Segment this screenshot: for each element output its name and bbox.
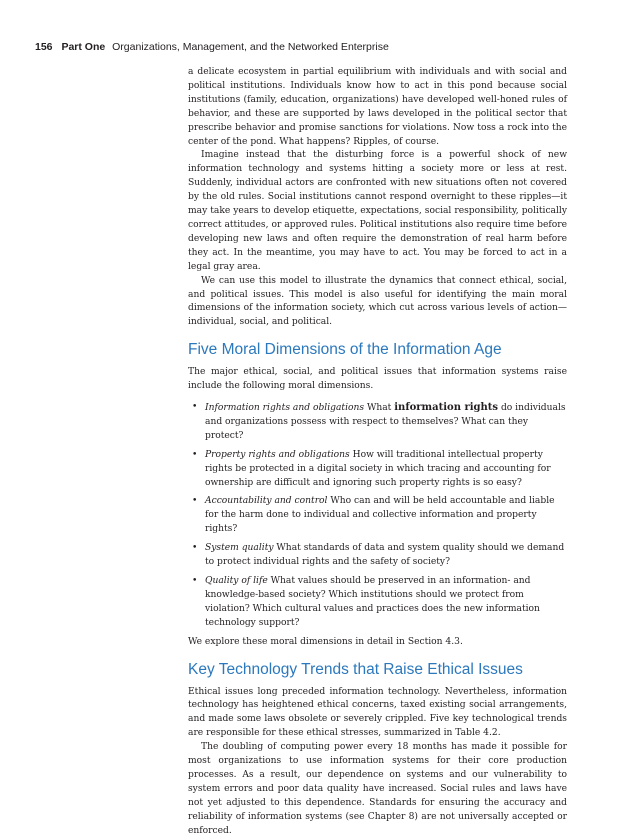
moral-dimensions-closing: We explore these moral dimensions in detail in Section 4.3. xyxy=(188,636,463,647)
technology-trends-paragraph-1: Ethical issues long preceded information technology. Nevertheless, information technology has heightened ethical concerns, taxed existing social arrangements, and made some laws obsolete or severely crippled. Five key technological trends are responsible for these ethical stresses, summarized in Table 4.2. xyxy=(188,686,567,739)
list-item xyxy=(192,575,567,631)
list-item xyxy=(192,542,567,570)
bullet-icon: • xyxy=(192,449,198,460)
bullet-icon: • xyxy=(192,496,198,507)
list-item xyxy=(192,449,567,491)
list-item-term: System quality xyxy=(205,543,274,554)
book-title: Organizations, Management, and the Networked Enterprise xyxy=(112,41,389,53)
list-item-text: do individuals and organizations possess with respect to themselves? What can they protect? xyxy=(205,403,566,441)
section-heading-moral-dimensions: Five Moral Dimensions of the Information Age xyxy=(188,341,502,359)
list-item-term: Quality of life xyxy=(205,576,268,586)
list-item-text: Who can and will be held accountable and liable for the harm done to individual and collective information and property rights? xyxy=(205,496,555,535)
list-item-text: What standards of data and system quality should we demand to protect individual rights and the safety of society? xyxy=(205,543,565,568)
technology-trends-paragraph-2: The doubling of computing power every 18 months has made it possible for most organizations to use information systems for their core production processes. As a result, our dependence on systems and our vulnerability to system errors and poor data quality have increased. Social rules and laws have not yet adjusted to this dependence. Standards for ensuring the accuracy and reliability of information systems (see Chapter 8) are not universally accepted or enforced. xyxy=(188,742,567,836)
bullet-icon: • xyxy=(192,402,198,413)
intro-paragraph-3: We can use this model to illustrate the dynamics that connect ethical, social, and political issues. This model is also useful for identifying the main moral dimensions of the information society, which cut across various levels of action—individual, social, and political. xyxy=(188,275,567,328)
list-item xyxy=(192,401,567,444)
list-item-text: What values should be preserved in an information- and knowledge-based society? Which institutions should we protect from violation? Which cultural values and practices does the new information technology support? xyxy=(205,576,540,628)
part-label: Part One xyxy=(61,41,106,53)
bullet-icon: • xyxy=(192,543,198,554)
page-body xyxy=(188,66,567,839)
list-item-term: Accountability and control xyxy=(205,496,328,507)
page-number: 156 xyxy=(35,41,53,53)
intro-paragraph-2: Imagine instead that the disturbing force is a powerful shock of new information technology and systems hitting a society more or less at rest. Suddenly, individual actors are confronted with new situations often not covered by the old rules. Social institutions cannot respond overnight to these ripples—it may take years to develop etiquette, expectations, social responsibility, politically correct attitudes, or approved rules. Political institutions also require time before developing new laws and often require the demonstration of real harm before they act. In the meantime, you may have to act. You may be forced to act in a legal gray area. xyxy=(188,150,567,272)
list-item-text: What xyxy=(364,403,395,414)
list-item-term: Information rights and obligations xyxy=(205,403,365,414)
section-heading-technology-trends: Key Technology Trends that Raise Ethical Issues xyxy=(188,660,523,678)
intro-paragraph-1: a delicate ecosystem in partial equilibrium with individuals and with social and political institutions. Individuals know how to act in this pond because social institutions (family, education, organizations) have developed well-honed rules of behavior, and these are supported by laws developed in the political sector that prescribe behavior and promise sanctions for violations. Now toss a rock into the center of the pond. What happens? Ripples, of course. xyxy=(188,67,567,147)
moral-dimensions-list xyxy=(188,401,567,631)
moral-dimensions-intro: The major ethical, social, and political issues that information systems raise include the following moral dimensions. xyxy=(188,367,567,392)
bullet-icon: • xyxy=(192,576,198,586)
running-head xyxy=(35,40,595,54)
list-item-text: How will traditional intellectual property rights be protected in a digital society in which tracing and accounting for ownership are difficult and ignoring such property rights is so easy? xyxy=(205,449,551,488)
key-term: information rights xyxy=(394,402,499,414)
list-item-term: Property rights and obligations xyxy=(205,449,350,460)
list-item xyxy=(192,495,567,537)
